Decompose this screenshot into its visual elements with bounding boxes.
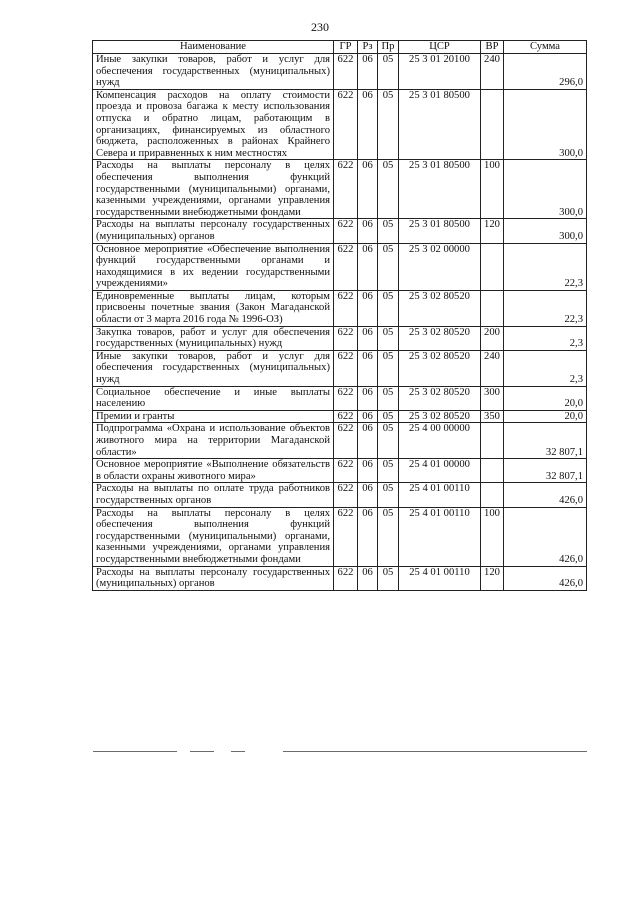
row-sum: 426,0 [504,566,587,590]
row-pr: 05 [378,410,399,423]
row-csr: 25 3 02 80520 [399,410,481,423]
table-row [93,410,587,423]
table-row [93,350,587,386]
row-pr: 05 [378,290,399,326]
row-rz: 06 [358,54,378,90]
scan-divider-line [190,751,214,752]
row-pr: 05 [378,243,399,290]
table-row [93,290,587,326]
row-sum: 2,3 [504,326,587,350]
table-row [93,459,587,483]
row-vr: 240 [481,350,504,386]
row-name: Расходы на выплаты персоналу государственных (муниципальных) органов [93,219,334,243]
row-csr: 25 3 01 80500 [399,160,481,219]
row-name: Основное мероприятие «Выполнение обязательств в области охраны животного мира» [93,459,334,483]
table-row [93,160,587,219]
table-row [93,423,587,459]
row-rz: 06 [358,459,378,483]
row-sum: 22,3 [504,290,587,326]
table-row [93,507,587,566]
table-row [93,243,587,290]
row-vr: 120 [481,566,504,590]
row-gr: 622 [334,483,358,507]
header-rz: Рз [358,41,378,54]
row-gr: 622 [334,423,358,459]
row-sum: 300,0 [504,89,587,160]
row-name: Компенсация расходов на оплату стоимости проезда и провоза багажа к месту использования отпуска и обратно лицам, работающим в организациях, финансируемых из областного бюджета, расположенных в районах Крайнего Севера и приравненных к ним местностях [93,89,334,160]
row-csr: 25 4 01 00000 [399,459,481,483]
row-rz: 06 [358,243,378,290]
row-sum: 2,3 [504,350,587,386]
row-sum: 20,0 [504,410,587,423]
row-sum: 32 807,1 [504,423,587,459]
row-name: Расходы на выплаты персоналу в целях обеспечения выполнения функций государственными (муниципальными) органами, казенными учреждениями, органами управления государственными внебюджетными фондами [93,160,334,219]
header-name: Наименование [93,41,334,54]
row-rz: 06 [358,507,378,566]
scan-divider-line [283,751,587,752]
row-vr [481,423,504,459]
row-pr: 05 [378,54,399,90]
row-rz: 06 [358,423,378,459]
scan-divider-line [93,751,177,752]
row-name: Единовременные выплаты лицам, которым присвоены почетные звания (Закон Магаданской области от 3 марта 2016 года № 1996-ОЗ) [93,290,334,326]
row-csr: 25 3 02 80520 [399,326,481,350]
header-vr: ВР [481,41,504,54]
row-gr: 622 [334,350,358,386]
row-vr [481,459,504,483]
row-vr [481,89,504,160]
row-pr: 05 [378,483,399,507]
row-gr: 622 [334,410,358,423]
row-name: Премии и гранты [93,410,334,423]
row-gr: 622 [334,326,358,350]
row-sum: 32 807,1 [504,459,587,483]
row-sum: 300,0 [504,219,587,243]
row-pr: 05 [378,160,399,219]
table-header-row [93,41,587,54]
page-number: 230 [311,20,329,34]
row-rz: 06 [358,483,378,507]
row-pr: 05 [378,507,399,566]
header-pr: Пр [378,41,399,54]
row-csr: 25 4 01 00110 [399,507,481,566]
row-vr: 300 [481,386,504,410]
row-rz: 06 [358,219,378,243]
table-row [93,219,587,243]
row-gr: 622 [334,243,358,290]
row-gr: 622 [334,507,358,566]
row-csr: 25 3 02 80520 [399,290,481,326]
row-name: Расходы на выплаты персоналу в целях обеспечения выполнения функций государственными (муниципальными) органами, казенными учреждениями, органами управления государственными внебюджетными фондами [93,507,334,566]
row-pr: 05 [378,326,399,350]
scan-divider-line [231,751,245,752]
row-pr: 05 [378,350,399,386]
table-row [93,566,587,590]
row-vr: 100 [481,160,504,219]
row-name: Расходы на выплаты по оплате труда работников государственных органов [93,483,334,507]
row-rz: 06 [358,350,378,386]
row-vr: 200 [481,326,504,350]
row-csr: 25 3 01 20100 [399,54,481,90]
table-row [93,54,587,90]
row-csr: 25 4 00 00000 [399,423,481,459]
header-sum: Сумма [504,41,587,54]
row-gr: 622 [334,290,358,326]
row-pr: 05 [378,566,399,590]
row-rz: 06 [358,290,378,326]
row-vr: 350 [481,410,504,423]
row-vr: 100 [481,507,504,566]
row-sum: 22,3 [504,243,587,290]
table-row [93,89,587,160]
row-pr: 05 [378,219,399,243]
row-sum: 296,0 [504,54,587,90]
table-row [93,386,587,410]
row-pr: 05 [378,423,399,459]
row-csr: 25 3 02 80520 [399,386,481,410]
row-vr [481,483,504,507]
row-name: Иные закупки товаров, работ и услуг для обеспечения государственных (муниципальных) нужд [93,350,334,386]
row-name: Расходы на выплаты персоналу государственных (муниципальных) органов [93,566,334,590]
row-rz: 06 [358,326,378,350]
row-csr: 25 3 02 00000 [399,243,481,290]
row-pr: 05 [378,459,399,483]
row-csr: 25 3 01 80500 [399,219,481,243]
row-gr: 622 [334,386,358,410]
row-gr: 622 [334,566,358,590]
row-sum: 426,0 [504,507,587,566]
row-name: Подпрограмма «Охрана и использование объектов животного мира на территории Магаданской области» [93,423,334,459]
row-rz: 06 [358,410,378,423]
row-rz: 06 [358,89,378,160]
row-csr: 25 3 01 80500 [399,89,481,160]
row-pr: 05 [378,89,399,160]
row-gr: 622 [334,459,358,483]
row-sum: 20,0 [504,386,587,410]
row-rz: 06 [358,566,378,590]
row-gr: 622 [334,160,358,219]
budget-table [92,40,587,591]
row-vr [481,243,504,290]
row-csr: 25 4 01 00110 [399,566,481,590]
row-sum: 300,0 [504,160,587,219]
row-rz: 06 [358,386,378,410]
header-csr: ЦСР [399,41,481,54]
row-vr: 240 [481,54,504,90]
row-name: Социальное обеспечение и иные выплаты населению [93,386,334,410]
row-csr: 25 3 02 80520 [399,350,481,386]
row-vr [481,290,504,326]
table-row [93,483,587,507]
row-pr: 05 [378,386,399,410]
header-gr: ГР [334,41,358,54]
row-rz: 06 [358,160,378,219]
row-gr: 622 [334,219,358,243]
row-sum: 426,0 [504,483,587,507]
row-gr: 622 [334,54,358,90]
row-gr: 622 [334,89,358,160]
row-vr: 120 [481,219,504,243]
row-name: Иные закупки товаров, работ и услуг для обеспечения государственных (муниципальных) нужд [93,54,334,90]
table-row [93,326,587,350]
row-name: Основное мероприятие «Обеспечение выполнения функций государственными органами и находящимися в их ведении государственными учреждениями» [93,243,334,290]
row-name: Закупка товаров, работ и услуг для обеспечения государственных (муниципальных) нужд [93,326,334,350]
row-csr: 25 4 01 00110 [399,483,481,507]
